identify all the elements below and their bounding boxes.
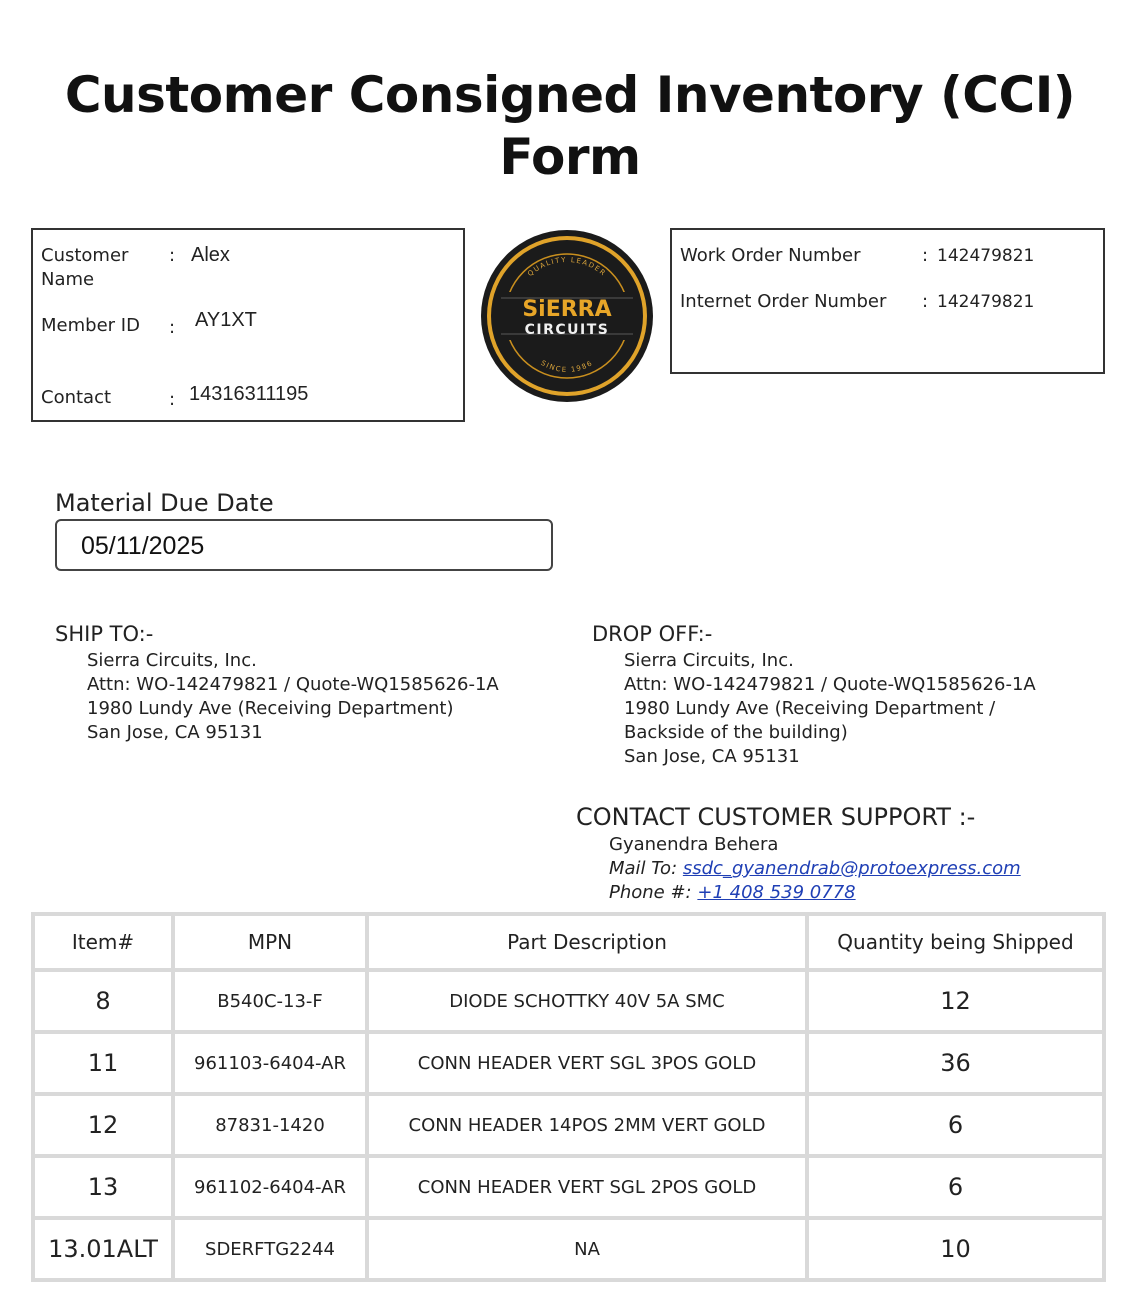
member-id-label: Member ID xyxy=(41,315,140,336)
support-phone-link[interactable]: +1 408 539 0778 xyxy=(697,882,856,903)
mpn-cell: 961102-6404-AR xyxy=(175,1158,365,1216)
ship-to-line: Attn: WO-142479821 / Quote-WQ1585626-1A xyxy=(87,674,499,695)
sierra-circuits-logo xyxy=(479,228,655,404)
item-number-cell: 11 xyxy=(35,1034,171,1092)
quantity-cell: 6 xyxy=(809,1096,1102,1154)
ship-to-line: Sierra Circuits, Inc. xyxy=(87,650,257,671)
table-header-row xyxy=(35,916,1102,968)
contact-label: Contact xyxy=(41,387,112,408)
quantity-cell: 36 xyxy=(809,1034,1102,1092)
quantity-cell: 12 xyxy=(809,972,1102,1030)
contact-sep: : xyxy=(169,389,176,410)
customer-name-sep: : xyxy=(169,245,176,266)
logo-ring-bottom-text: SINCE 1986 xyxy=(539,358,595,375)
customer-support-details xyxy=(609,833,1021,905)
mpn-cell: 87831-1420 xyxy=(175,1096,365,1154)
column-header-quantity: Quantity being Shipped xyxy=(809,916,1102,968)
column-header-mpn: MPN xyxy=(175,916,365,968)
customer-name-value: Alex xyxy=(191,244,230,266)
item-number-cell: 8 xyxy=(35,972,171,1030)
work-order-value: 142479821 xyxy=(937,246,1035,266)
customer-info-box xyxy=(31,228,465,422)
part-description-cell: NA xyxy=(369,1220,805,1278)
drop-off-line: Attn: WO-142479821 / Quote-WQ1585626-1A xyxy=(624,674,1036,695)
drop-off-line: Sierra Circuits, Inc. xyxy=(624,650,794,671)
column-header-part-description: Part Description xyxy=(369,916,805,968)
internet-order-label: Internet Order Number xyxy=(680,291,887,312)
page-title: Customer Consigned Inventory (CCI) Form xyxy=(64,66,1076,186)
table-row xyxy=(35,1034,1102,1092)
logo-brand-line1: SiERRA xyxy=(522,297,612,322)
item-number-cell: 12 xyxy=(35,1096,171,1154)
support-email-link[interactable]: ssdc_gyanendrab@protoexpress.com xyxy=(682,858,1021,879)
internet-order-value: 142479821 xyxy=(937,292,1035,312)
member-id-sep: : xyxy=(169,317,176,338)
drop-off-heading: DROP OFF:- xyxy=(592,622,713,646)
customer-support-heading: CONTACT CUSTOMER SUPPORT :- xyxy=(576,803,976,831)
order-info-box xyxy=(670,228,1105,374)
logo-brand-line2: CIRCUITS xyxy=(524,322,610,338)
quantity-cell: 6 xyxy=(809,1158,1102,1216)
mpn-cell: 961103-6404-AR xyxy=(175,1034,365,1092)
internet-order-sep: : xyxy=(922,291,929,312)
table-row xyxy=(35,1158,1102,1216)
item-number-cell: 13 xyxy=(35,1158,171,1216)
quantity-cell: 10 xyxy=(809,1220,1102,1278)
part-description-cell: DIODE SCHOTTKY 40V 5A SMC xyxy=(369,972,805,1030)
material-due-date-field[interactable]: 05/11/2025 xyxy=(55,519,553,571)
items-table xyxy=(31,912,1106,1282)
part-description-cell: CONN HEADER 14POS 2MM VERT GOLD xyxy=(369,1096,805,1154)
contact-value: 14316311195 xyxy=(189,383,309,405)
mail-to-label: Mail To: xyxy=(609,858,678,879)
table-row xyxy=(35,972,1102,1030)
ship-to-line: San Jose, CA 95131 xyxy=(87,722,263,743)
mpn-cell: SDERFTG2244 xyxy=(175,1220,365,1278)
phone-label: Phone #: xyxy=(609,882,692,903)
drop-off-line: Backside of the building) xyxy=(624,722,848,743)
drop-off-line: 1980 Lundy Ave (Receiving Department / xyxy=(624,698,996,719)
member-id-value: AY1XT xyxy=(195,309,257,331)
customer-name-label: Customer Name xyxy=(41,245,129,290)
work-order-sep: : xyxy=(922,245,929,266)
table-row xyxy=(35,1096,1102,1154)
logo-ring-top-text: QUALITY LEADER xyxy=(526,255,608,279)
item-number-cell: 13.01ALT xyxy=(35,1220,171,1278)
drop-off-address xyxy=(624,649,1036,769)
ship-to-heading: SHIP TO:- xyxy=(55,622,154,646)
mpn-cell: B540C-13-F xyxy=(175,972,365,1030)
ship-to-line: 1980 Lundy Ave (Receiving Department) xyxy=(87,698,454,719)
column-header-item: Item# xyxy=(35,916,171,968)
material-due-date-label: Material Due Date xyxy=(55,489,274,517)
part-description-cell: CONN HEADER VERT SGL 3POS GOLD xyxy=(369,1034,805,1092)
work-order-label: Work Order Number xyxy=(680,245,861,266)
drop-off-line: San Jose, CA 95131 xyxy=(624,746,800,767)
support-contact-name: Gyanendra Behera xyxy=(609,834,779,855)
ship-to-address xyxy=(87,649,499,745)
part-description-cell: CONN HEADER VERT SGL 2POS GOLD xyxy=(369,1158,805,1216)
table-row xyxy=(35,1220,1102,1278)
